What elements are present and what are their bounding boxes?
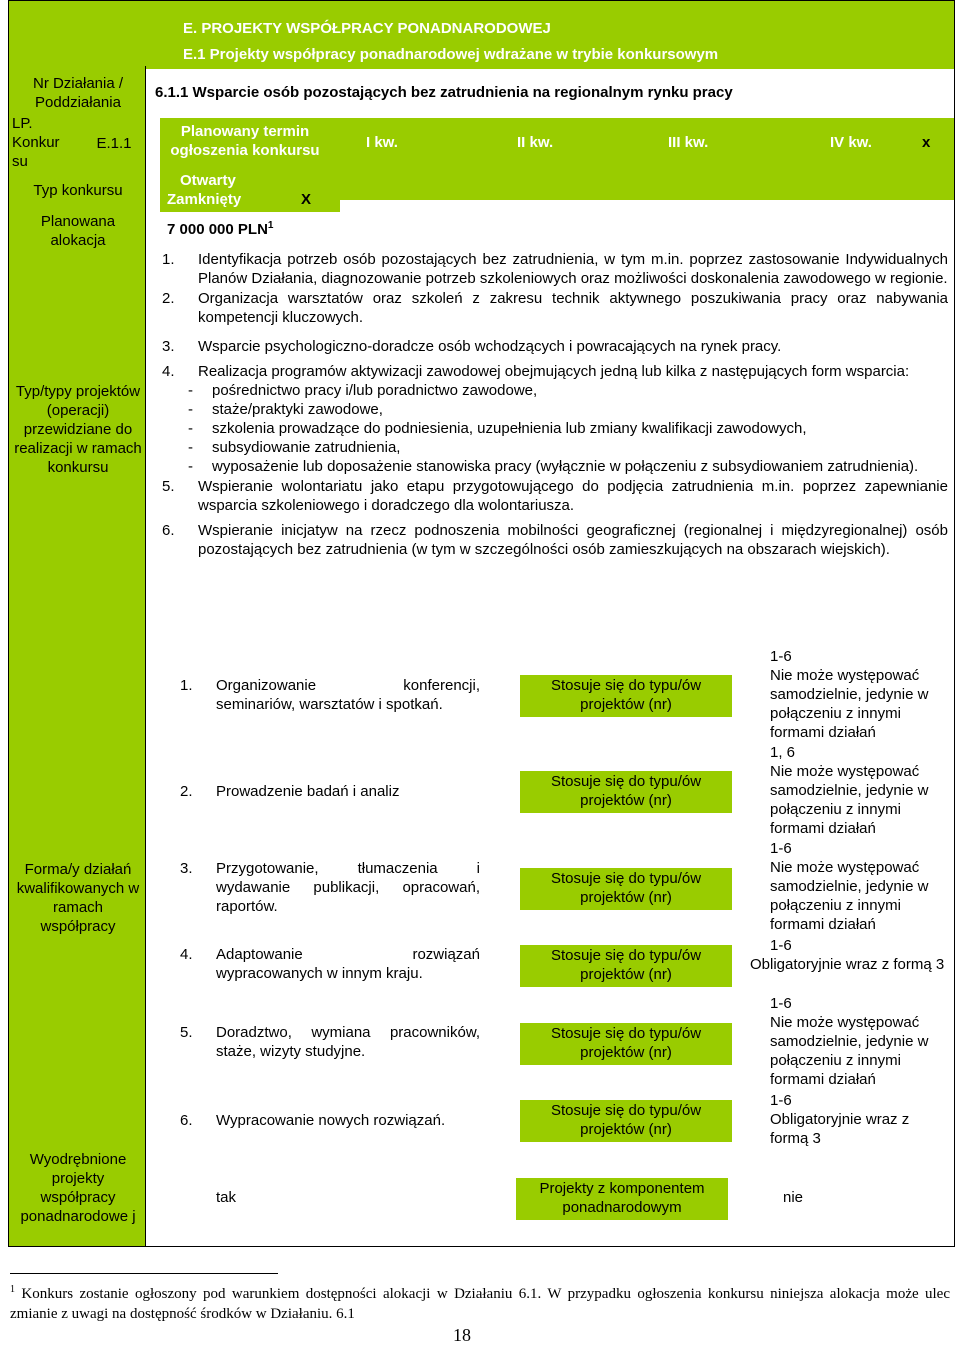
action-note: Obligatoryjnie wraz z formą 3 xyxy=(770,1111,910,1147)
action-note: Obligatoryjnie wraz z formą 3 xyxy=(750,956,945,973)
action-note: Nie może występować samodzielnie, jedynie w połączeniu z innymi formami działań xyxy=(770,763,929,837)
action-note-types: 1-6 xyxy=(770,840,792,857)
action-num: 1. xyxy=(180,677,193,694)
action-row-3-note xyxy=(770,839,950,934)
measure-title: 6.1.1 Wsparcie osób pozostających bez zatrudnienia na regionalnym rynku pracy xyxy=(155,84,733,101)
lp-konkursu-label: LP. Konkur su xyxy=(12,115,60,170)
planowana-alokacja-label: Planowana alokacja xyxy=(40,213,116,249)
type-closed: Zamknięty xyxy=(167,191,242,208)
top-header-spacer xyxy=(8,0,146,66)
project-type-text: Wsparcie psychologiczno-doradcze osób wchodzących i powracających na rynek pracy. xyxy=(198,338,782,355)
project-types-list xyxy=(162,250,948,559)
table-bottom-border xyxy=(8,1246,955,1247)
nr-dzialania-label: Nr Działania / Poddziałania xyxy=(32,75,124,111)
action-name: Wypracowanie nowych rozwiązań. xyxy=(216,1112,446,1129)
action-num: 3. xyxy=(180,860,193,877)
footnote-rule xyxy=(10,1273,278,1274)
action-row-2-name xyxy=(180,782,480,801)
action-name: Prowadzenie badań i analiz xyxy=(216,783,400,800)
allocation-footnote-ref: 1 xyxy=(267,220,274,231)
action-row-4-applies: Stosuje się do typu/ów projektów (nr) xyxy=(520,945,732,987)
project-type-item xyxy=(162,362,948,381)
footnote xyxy=(10,1280,950,1324)
page-number: 18 xyxy=(453,1325,471,1345)
support-form-item: - pośrednictwo pracy i/lub poradnictwo zawodowe, xyxy=(188,382,538,399)
formy-dzialan-label: Forma/y działań kwalifikowanych w ramach współpracy xyxy=(16,861,140,935)
action-row-2-applies: Stosuje się do typu/ów projektów (nr) xyxy=(520,771,732,813)
action-name: Adaptowanie rozwiązań wypracowanych w innym kraju. xyxy=(216,946,480,982)
section-title: E. PROJEKTY WSPÓŁPRACY PONADNARODOWEJ xyxy=(183,20,551,37)
quarters-band xyxy=(340,118,954,200)
project-type-num: 4. xyxy=(162,363,175,380)
lp-konkursu-value: E.1.1 xyxy=(96,135,132,152)
support-form-text: wyposażenie lub doposażenie stanowiska pracy (wyłącznie w połączeniu z subsydiowaniem zatrudnienia). xyxy=(212,458,919,475)
support-form-item: - subsydiowanie zatrudnienia, xyxy=(188,439,401,456)
separated-label: Projekty z komponentem ponadnarodowym xyxy=(516,1178,728,1220)
section-subtitle: E.1 Projekty współpracy ponadnarodowej wdrażane w trybie konkursowym xyxy=(183,46,719,63)
project-type-num: 1. xyxy=(162,251,175,268)
support-form-text: staże/praktyki zawodowe, xyxy=(212,401,383,418)
support-form-text: pośrednictwo pracy i/lub poradnictwo zawodowe, xyxy=(212,382,538,399)
action-row-5-applies: Stosuje się do typu/ów projektów (nr) xyxy=(520,1023,732,1065)
support-form-item: - staże/praktyki zawodowe, xyxy=(188,401,383,418)
action-note: Nie może występować samodzielnie, jedynie w połączeniu z innymi formami działań xyxy=(770,667,929,741)
project-type-num: 3. xyxy=(162,338,175,355)
project-type-item xyxy=(162,289,948,327)
project-type-text: Wspieranie wolontariatu jako etapu przygotowującego do podjęcia zatrudnienia m.in. poprzez zapewnianie wsparcia szkoleniowego i doradczego dla wolontariusza. xyxy=(198,478,948,514)
project-type-num: 6. xyxy=(162,522,175,539)
action-row-5-name xyxy=(180,1023,480,1061)
action-row-6-applies: Stosuje się do typu/ów projektów (nr) xyxy=(520,1100,732,1142)
typ-konkursu-label: Typ konkursu xyxy=(33,182,123,199)
project-type-num: 2. xyxy=(162,290,175,307)
action-num: 5. xyxy=(180,1024,193,1041)
action-row-6-note xyxy=(770,1091,950,1148)
schedule-label: Planowany termin ogłoszenia konkursu xyxy=(170,123,320,159)
action-note: Nie może występować samodzielnie, jedynie w połączeniu z innymi formami działań xyxy=(770,1014,929,1088)
allocation-amount xyxy=(167,220,273,238)
project-type-text: Identyfikacja potrzeb osób pozostających bez zatrudnienia, w tym m.in. poprzez zastosowanie Indywidualnych Planów Działania, diagnozowanie potrzeb szkoleniowych oraz możliwości doskonalenia zawodowego w regionie. xyxy=(198,251,948,287)
footnote-num: 1 xyxy=(10,1284,15,1295)
action-row-1-note xyxy=(770,647,950,742)
action-row-4-note xyxy=(750,936,950,974)
wyodrebnione-label: Wyodrębnione projekty współpracy ponadnarodowe j xyxy=(20,1151,136,1225)
quarter-3: III kw. xyxy=(668,134,709,151)
support-forms-list xyxy=(188,381,948,476)
project-type-item xyxy=(162,337,948,356)
type-closed-mark: X xyxy=(301,191,312,208)
action-num: 6. xyxy=(180,1112,193,1129)
action-name: Doradztwo, wymiana pracowników, staże, wizyty studyjne. xyxy=(216,1024,480,1060)
type-open: Otwarty xyxy=(180,172,236,189)
support-form-item: - szkolenia prowadzące do podniesienia, uzupełnienia lub zmiany kwalifikacji zawodowych, xyxy=(188,420,807,437)
support-form-text: szkolenia prowadzące do podniesienia, uzupełnienia lub zmiany kwalifikacji zawodowych, xyxy=(212,420,807,437)
project-type-text: Organizacja warsztatów oraz szkoleń z zakresu technik aktywnego poszukiwania pracy oraz nabywania kompetencji kluczowych. xyxy=(198,290,948,326)
action-note-types: 1-6 xyxy=(770,937,792,954)
action-row-2-note xyxy=(770,743,950,838)
support-form-text: subsydiowanie zatrudnienia, xyxy=(212,439,401,456)
action-note-types: 1, 6 xyxy=(770,744,796,761)
action-name: Organizowanie konferencji, seminariów, warsztatów i spotkań. xyxy=(216,677,480,713)
action-note-types: 1-6 xyxy=(770,1092,792,1109)
action-row-3-name xyxy=(180,859,480,916)
project-type-text: Realizacja programów aktywizacji zawodowej obejmujących jedną lub kilka z następujących form wsparcia: xyxy=(198,363,910,380)
project-type-item xyxy=(162,250,948,288)
action-note-types: 1-6 xyxy=(770,995,792,1012)
quarter-1: I kw. xyxy=(366,134,398,151)
allocation-amount-text: 7 000 000 PLN xyxy=(167,221,268,238)
action-row-6-name xyxy=(180,1111,500,1130)
table-right-border xyxy=(954,0,955,1247)
action-num: 4. xyxy=(180,946,193,963)
quarter-mark: x xyxy=(922,134,931,151)
typy-projektow-label: Typ/typy projektów (operacji) przewidziane do realizacji w ramach konkursu xyxy=(14,383,142,476)
action-num: 2. xyxy=(180,783,193,800)
action-note-types: 1-6 xyxy=(770,648,792,665)
action-name: Przygotowanie, tłumaczenia i wydawanie publikacji, opracowań, raportów. xyxy=(216,860,480,915)
quarter-4: IV kw. xyxy=(830,134,872,151)
project-type-item xyxy=(162,477,948,515)
project-type-item xyxy=(162,521,948,559)
footnote-text: Konkurs zostanie ogłoszony pod warunkiem dostępności alokacji w Działaniu 6.1. W przypadku ogłoszenia konkursu niniejsza alokacja może ulec zmianie z uwagi na dostępność środków w Działaniu. 6.1 xyxy=(10,1286,950,1322)
separated-answer: nie xyxy=(783,1189,804,1206)
action-note: Nie może występować samodzielnie, jedynie w połączeniu z innymi formami działań xyxy=(770,859,929,933)
support-form-item: - wyposażenie lub doposażenie stanowiska pracy (wyłącznie w połączeniu z subsydiowaniem zatrudnienia). xyxy=(188,458,919,475)
action-row-1-name xyxy=(180,676,480,714)
action-row-3-applies: Stosuje się do typu/ów projektów (nr) xyxy=(520,868,732,910)
action-row-5-note xyxy=(770,994,950,1089)
quarter-2: II kw. xyxy=(517,134,554,151)
action-row-1-applies: Stosuje się do typu/ów projektów (nr) xyxy=(520,675,732,717)
action-row-4-name xyxy=(180,945,480,983)
project-type-text: Wspieranie inicjatyw na rzecz podnoszenia mobilności geograficznej (regionalnej i międzyregionalnej) osób pozostających bez zatrudnienia (w tym w szczególności osób zamieszkujących na obszarach wiejskich). xyxy=(198,522,948,558)
separated-value: tak xyxy=(216,1189,237,1206)
project-type-num: 5. xyxy=(162,478,175,495)
